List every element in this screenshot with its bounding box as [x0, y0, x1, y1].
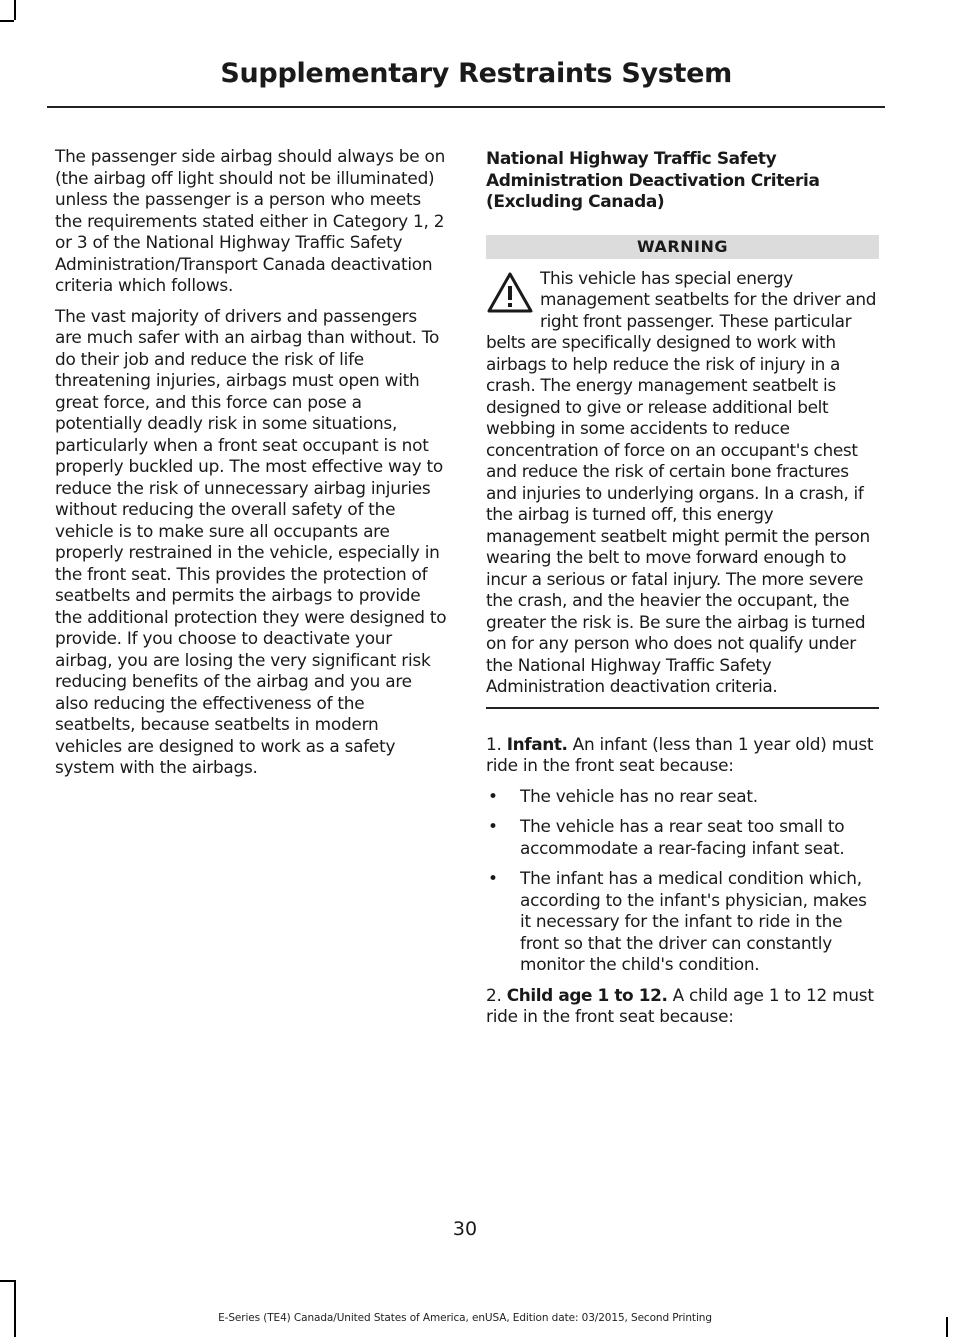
warning-divider — [486, 707, 879, 709]
left-column — [55, 146, 447, 788]
criteria-item-infant — [486, 734, 879, 777]
list-item — [486, 868, 879, 976]
item-text: A child age 1 to 12 must ride in the front seat because: — [486, 984, 874, 1026]
body-paragraph: The vast majority of drivers and passengers are much safer with an airbag than without. To do their job and reduce the risk of life threatening injuries, airbags must open with great force, and this force can pose a potentially deadly risk in some situations, particularly when a front seat occupant is not properly buckled up. The most effective way to reduce the risk of unnecessary airbag injuries without reducing the overall safety of the vehicle is to make sure all occupants are properly restrained in the vehicle, especially in the front seat. This provides the protection of seatbelts and permits the airbags to provide the additional protection they were designed to provide. If you choose to deactivate your airbag, you are losing the very significant risk reducing benefits of the airbag and you are also reducing the effectiveness of the seatbelts, because seatbelts in modern vehicles are designed to work as a safety system with the airbags. — [55, 305, 447, 777]
header-divider — [47, 106, 885, 108]
bullet-text: The infant has a medical condition which, according to the infant's physician, makes it necessary for the infant to ride in the front so that the driver can constantly monitor the child's condition. — [520, 868, 867, 974]
bullet-icon: • — [488, 816, 498, 836]
bullet-icon: • — [488, 868, 498, 888]
list-item — [486, 786, 879, 808]
item-text: An infant (less than 1 year old) must ride in the front seat because: — [486, 733, 874, 775]
list-item — [486, 816, 879, 859]
warning-box — [486, 268, 879, 698]
footer-text: E-Series (TE4) Canada/United States of America, enUSA, Edition date: 03/2015, Second Printing — [218, 1312, 712, 1324]
bullet-text: The vehicle has a rear seat too small to accommodate a rear-facing infant seat. — [520, 816, 845, 858]
crop-mark — [0, 1280, 14, 1282]
section-heading: National Highway Traffic Safety Administration Deactivation Criteria (Excluding Canada) — [486, 149, 820, 212]
item-title: Infant. — [506, 733, 568, 754]
body-paragraph: The passenger side airbag should always be on (the airbag off light should not be illuminated) unless the passenger is a person who meets the requirements stated either in Category 1, 2 or 3 of the National Highway Traffic Safety Administration/Transport Canada deactivation criteria which follows. — [55, 146, 446, 295]
warning-text: This vehicle has special energy management seatbelts for the driver and right front passenger. These particular belts are specifically designed to work with airbags to help reduce the risk of injury in a crash. The energy management seatbelt is designed to give or release additional belt webbing in some accidents to reduce concentration of force on an occupant's chest and reduce the risk of certain bone fractures and injuries to underlying organs. In a crash, if the airbag is turned off, this energy management seatbelt might permit the person wearing the belt to move forward enough to incur a serious or fatal injury. The more severe the crash, and the heavier the occupant, the greater the risk is. Be sure the airbag is turned on for any person who does not qualify under the National Highway Traffic Safety Administration deactivation criteria. — [486, 267, 877, 696]
criteria-item-child — [486, 985, 879, 1028]
crop-mark — [0, 20, 14, 22]
bullet-text: The vehicle has no rear seat. — [520, 785, 758, 806]
warning-triangle-icon — [486, 270, 534, 314]
bullet-icon: • — [488, 785, 498, 806]
item-title: Child age 1 to 12. — [506, 984, 668, 1005]
bullet-list — [486, 786, 879, 976]
item-number: 2. — [486, 984, 502, 1005]
page-title: Supplementary Restraints System — [220, 58, 732, 89]
crop-mark — [14, 1280, 16, 1337]
crop-mark — [14, 0, 16, 20]
page-number: 30 — [452, 1218, 478, 1240]
right-column — [486, 146, 879, 1028]
item-number: 1. — [486, 733, 502, 754]
warning-label: WARNING — [486, 235, 879, 259]
crop-mark — [946, 1317, 948, 1337]
